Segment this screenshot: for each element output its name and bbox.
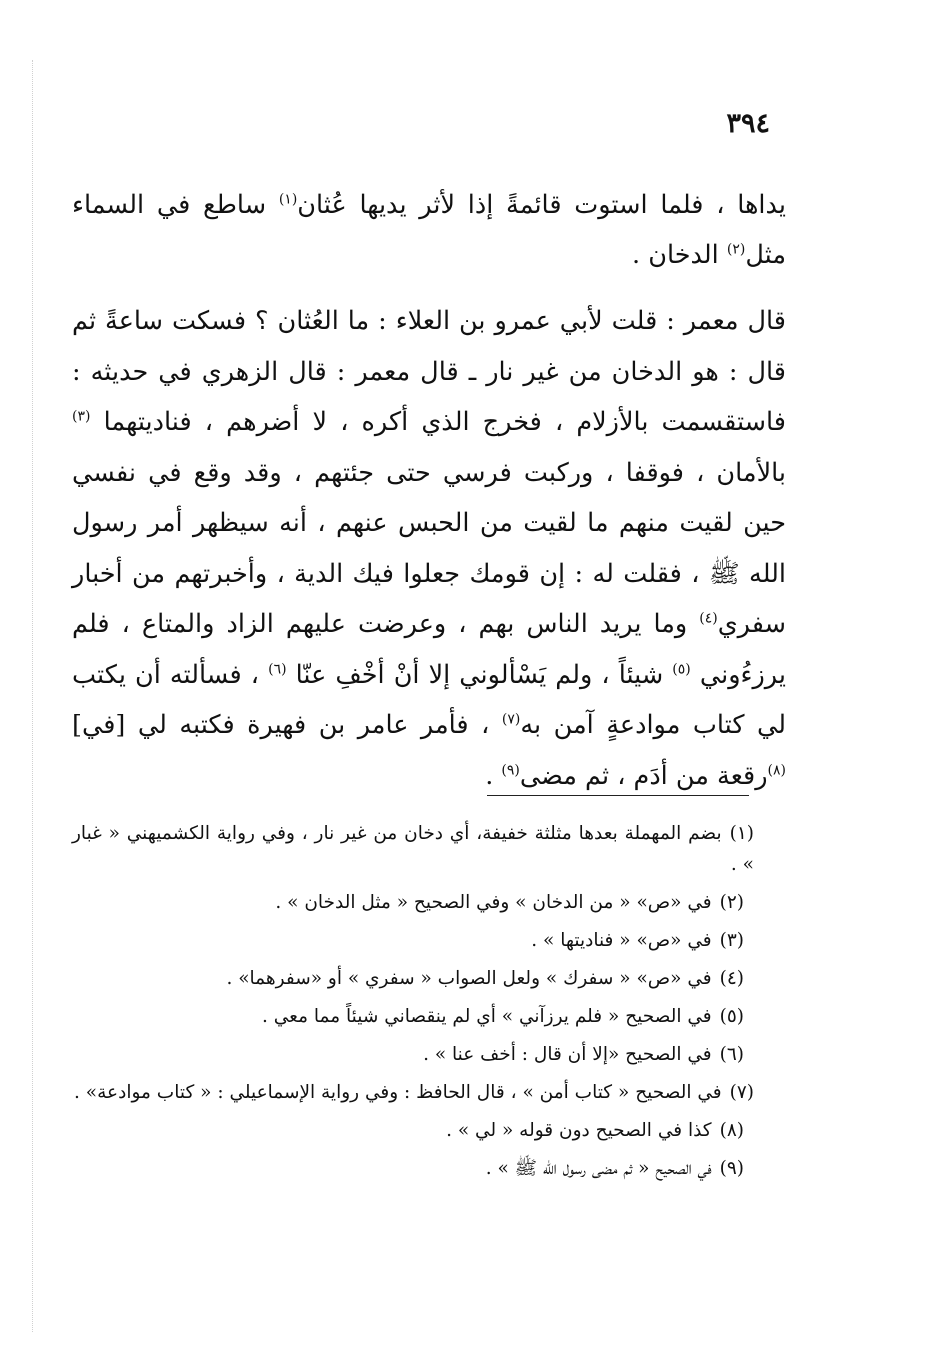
paragraph-1: يداها ، فلما استوت قائمةً إذا لأثر يديها عُثان$^{(١)}$ ساطع في السماء مثل$^{(٢)}$ الدخان . (72, 190, 786, 270)
footnote-4: (٤)في «ص» « سفرك » ولعل الصواب « سفري » أو «سفرهما» . (226, 968, 744, 989)
footnote-6: (٦)في الصحيح «إلا أن قال : أخف عنا » . (423, 1044, 744, 1065)
footnote-ref-8[interactable]: (٨) (767, 762, 786, 778)
footnote-ref-7[interactable]: (٧) (501, 711, 521, 728)
footnote-ref-5[interactable]: (٥) (672, 661, 691, 677)
footnotes (72, 818, 754, 1191)
footnote-8: (٨)كذا في الصحيح دون قوله « لي » . (446, 1120, 744, 1141)
footnote-5: (٥)في الصحيح « فلم يرزآني » أي لم ينقصاني شيئاً مما معي . (262, 1006, 744, 1027)
footnote-9: (٩)في الصحيح « ثم مضى رسول الله ﷺ » . (485, 1158, 744, 1179)
footnote-1: (١)بضم المهملة بعدها مثلثة خفيفة، أي دخان من غير نار ، وفي رواية الكشميهني « غبار » . (72, 823, 754, 875)
footnote-7: (٧)في الصحيح « كتاب أمن » ، قال الحافظ : وفي رواية الإسماعيلي : « كتاب موادعة» . (74, 1082, 754, 1103)
footnote-ref-2[interactable]: (٢) (726, 241, 746, 258)
footnote-2: (٢)في «ص» « من الدخان » وفي الصحيح « مثل الدخان » . (275, 892, 744, 913)
footnote-ref-3[interactable]: (٣) (72, 408, 91, 425)
footnote-ref-1[interactable]: (١) (278, 191, 298, 208)
paragraph-2: قال معمر : قلت لأبي عمرو بن العلاء : ما العُثان ؟ فسكت ساعةً ثم قال : هو الدخان من غير نار ـ قال معمر : قال الزهري في حديثه : فاستقسمت بالأزلام ، فخرج الذي أكره ، لا أضرهم ، فناديتهما $^{(٣)}$ بالأمان ، فوقفا ، وركبت فرسي حتى جئتهم ، وقد وقع في نفسي حين لقيت منهم ما لقيت من الحبس عنهم ، أنه سيظهر أمر رسول الله ﷺ ، فقلت له : إن قومك جعلوا فيك الدية ، وأخبرتهم من أخبار سفري$^{(٤)}$ وما يريد الناس بهم ، وعرضت عليهم الزاد والمتاع ، فلم يرزءُوني $^{(٥)}$ شيئاً ، ولم يَسْألوني إلا أنْ أخْفِ عنّا $^{(٦)}$ ، فسألته أن يكتب لي كتاب موادعةٍ آمن به$^{(٧)}$ ، فأمر عامر بن فهيرة فكتبه لي [في] $^{(٨)}$رقعة من أدَم ، ثم مضى$^{(٩)}$ . (72, 306, 786, 791)
footnote-ref-9[interactable]: (٩) (501, 762, 520, 778)
footnote-3: (٣)في «ص» « فناديتها » . (531, 930, 744, 951)
footnote-separator (487, 795, 749, 796)
footnote-ref-4[interactable]: (٤) (699, 610, 718, 627)
page-number: ٣٩٤ (726, 108, 770, 139)
footnote-ref-6[interactable]: (٦) (268, 661, 287, 677)
page-edge-line (32, 60, 33, 1332)
